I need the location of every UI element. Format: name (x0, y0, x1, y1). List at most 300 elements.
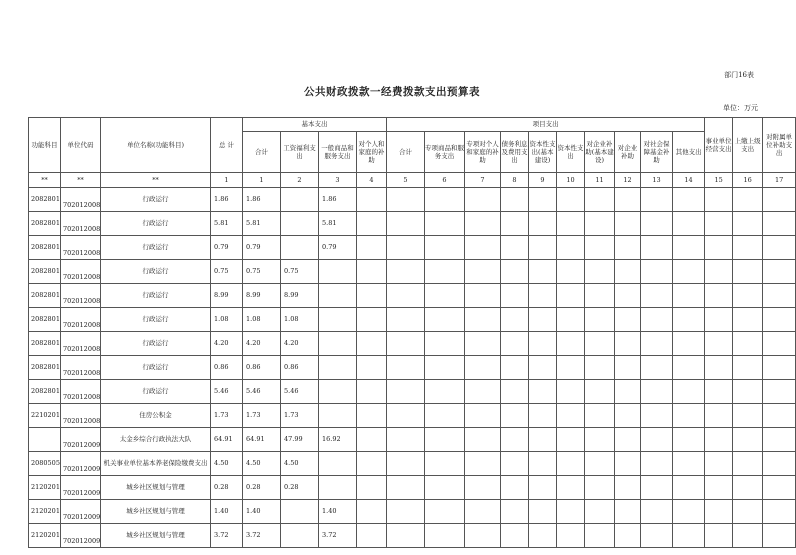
cell-wage (281, 188, 319, 212)
empty-cell (529, 308, 557, 332)
cell-wage (281, 524, 319, 548)
empty-cell (425, 428, 465, 452)
cell-unit-code: 702012008 (61, 332, 101, 356)
empty-cell (425, 476, 465, 500)
empty-cell (357, 308, 387, 332)
table-row (29, 500, 796, 524)
cell-unit-code: 702012008 (61, 284, 101, 308)
cell-func-code: 2082801 (29, 356, 61, 380)
empty-cell (557, 524, 585, 548)
index-cell: 1 (243, 173, 281, 188)
cell-goods: 16.92 (319, 428, 357, 452)
empty-cell (529, 332, 557, 356)
empty-cell (705, 212, 733, 236)
col-enterprise: 对企业补助 (615, 132, 641, 173)
cell-total: 0.75 (211, 260, 243, 284)
cell-total: 4.50 (211, 452, 243, 476)
empty-cell (529, 260, 557, 284)
cell-unit-code: 702012008 (61, 260, 101, 284)
cell-goods (319, 452, 357, 476)
empty-cell (557, 356, 585, 380)
empty-cell (705, 500, 733, 524)
cell-func-code: 2082801 (29, 284, 61, 308)
empty-cell (425, 500, 465, 524)
empty-cell (641, 380, 673, 404)
cell-goods (319, 308, 357, 332)
empty-cell (357, 332, 387, 356)
cell-basic-sum: 1.73 (243, 404, 281, 428)
empty-cell (641, 308, 673, 332)
empty-cell (705, 308, 733, 332)
index-cell: ** (61, 173, 101, 188)
empty-cell (585, 524, 615, 548)
empty-cell (705, 284, 733, 308)
empty-cell (501, 500, 529, 524)
empty-cell (585, 260, 615, 284)
cell-total: 5.81 (211, 212, 243, 236)
table-row (29, 236, 796, 260)
empty-cell (733, 260, 763, 284)
empty-cell (585, 188, 615, 212)
empty-cell (733, 380, 763, 404)
cell-func-code: 2082801 (29, 188, 61, 212)
col-unit-code: 单位代码 (61, 118, 101, 173)
empty-cell (465, 380, 501, 404)
index-cell: 1 (211, 173, 243, 188)
empty-cell (705, 188, 733, 212)
cell-total: 3.72 (211, 524, 243, 548)
empty-cell (425, 212, 465, 236)
empty-cell (585, 452, 615, 476)
table-row (29, 476, 796, 500)
cell-basic-sum: 3.72 (243, 524, 281, 548)
empty-cell (615, 452, 641, 476)
cell-wage: 8.99 (281, 284, 319, 308)
empty-cell (529, 428, 557, 452)
cell-wage (281, 500, 319, 524)
empty-cell (641, 188, 673, 212)
cell-total: 1.08 (211, 308, 243, 332)
empty-cell (501, 380, 529, 404)
cell-basic-sum: 0.28 (243, 476, 281, 500)
empty-cell (673, 308, 705, 332)
empty-cell (733, 284, 763, 308)
empty-cell (387, 524, 425, 548)
index-cell: ** (101, 173, 211, 188)
empty-cell (501, 188, 529, 212)
index-cell: 2 (281, 173, 319, 188)
cell-wage: 0.86 (281, 356, 319, 380)
empty-cell (425, 236, 465, 260)
empty-cell (387, 212, 425, 236)
cell-func-code: 2210201 (29, 404, 61, 428)
index-cell: 15 (705, 173, 733, 188)
empty-cell (557, 308, 585, 332)
empty-cell (529, 500, 557, 524)
empty-cell (557, 404, 585, 428)
empty-cell (673, 356, 705, 380)
empty-cell (733, 500, 763, 524)
cell-func-code: 2082801 (29, 260, 61, 284)
empty-cell (615, 260, 641, 284)
cell-basic-sum: 8.99 (243, 284, 281, 308)
index-cell: 17 (763, 173, 796, 188)
empty-cell (387, 380, 425, 404)
index-cell: 11 (585, 173, 615, 188)
empty-cell (387, 428, 425, 452)
index-cell: 16 (733, 173, 763, 188)
empty-cell (529, 236, 557, 260)
cell-goods (319, 380, 357, 404)
empty-cell (763, 404, 796, 428)
cell-basic-sum: 0.86 (243, 356, 281, 380)
empty-cell (673, 428, 705, 452)
empty-cell (705, 452, 733, 476)
cell-unit-code: 702012009 (61, 428, 101, 452)
empty-cell (673, 476, 705, 500)
empty-cell (585, 236, 615, 260)
empty-cell (425, 332, 465, 356)
empty-cell (425, 308, 465, 332)
empty-cell (705, 260, 733, 284)
empty-cell (641, 524, 673, 548)
cell-unit-name: 住房公积金 (101, 404, 211, 428)
empty-cell (465, 308, 501, 332)
cell-func-code: 2120201 (29, 524, 61, 548)
empty-cell (387, 452, 425, 476)
cell-unit-code: 702012008 (61, 404, 101, 428)
empty-cell (465, 452, 501, 476)
empty-cell (357, 284, 387, 308)
empty-cell (615, 236, 641, 260)
empty-cell (615, 380, 641, 404)
empty-cell (585, 380, 615, 404)
empty-cell (705, 404, 733, 428)
cell-func-code: 2080505 (29, 452, 61, 476)
empty-cell (615, 428, 641, 452)
cell-total: 1.73 (211, 404, 243, 428)
empty-cell (529, 404, 557, 428)
cell-total: 0.28 (211, 476, 243, 500)
empty-cell (357, 524, 387, 548)
empty-cell (733, 212, 763, 236)
empty-cell (387, 236, 425, 260)
index-cell: 12 (615, 173, 641, 188)
empty-cell (585, 284, 615, 308)
col-proj-goods: 专项商品和服务支出 (425, 132, 465, 173)
empty-cell (557, 332, 585, 356)
empty-cell (641, 236, 673, 260)
cell-unit-code: 702012009 (61, 452, 101, 476)
empty-cell (763, 188, 796, 212)
empty-cell (763, 356, 796, 380)
empty-cell (641, 284, 673, 308)
empty-cell (733, 476, 763, 500)
cell-basic-sum: 4.20 (243, 332, 281, 356)
empty-cell (501, 356, 529, 380)
col-subordinate: 对附属单位补助支出 (763, 118, 796, 173)
unit-label: 单位：万元 (723, 104, 758, 112)
index-cell: 7 (465, 173, 501, 188)
empty-cell (763, 500, 796, 524)
empty-cell (501, 452, 529, 476)
empty-cell (387, 332, 425, 356)
empty-cell (501, 332, 529, 356)
empty-cell (557, 188, 585, 212)
empty-cell (585, 404, 615, 428)
cell-func-code: 2082801 (29, 380, 61, 404)
table-row (29, 428, 796, 452)
empty-cell (465, 188, 501, 212)
col-wage: 工资福利支出 (281, 132, 319, 173)
empty-cell (557, 500, 585, 524)
empty-cell (357, 500, 387, 524)
cell-total: 8.99 (211, 284, 243, 308)
col-unit-name: 单位名称(功能科目) (101, 118, 211, 173)
cell-unit-name: 行政运行 (101, 356, 211, 380)
empty-cell (357, 404, 387, 428)
cell-basic-sum: 0.79 (243, 236, 281, 260)
cell-unit-name: 城乡社区规划与管理 (101, 476, 211, 500)
empty-cell (557, 476, 585, 500)
col-upper: 上缴上级支出 (733, 118, 763, 173)
empty-cell (733, 404, 763, 428)
empty-cell (615, 500, 641, 524)
cell-unit-name: 城乡社区规划与管理 (101, 500, 211, 524)
empty-cell (529, 452, 557, 476)
col-proj-personal: 专项对个人和家庭的补助 (465, 132, 501, 173)
cell-goods: 5.81 (319, 212, 357, 236)
col-basic-sum: 合计 (243, 132, 281, 173)
table-row (29, 212, 796, 236)
col-proj-sum: 合计 (387, 132, 425, 173)
cell-total: 64.91 (211, 428, 243, 452)
empty-cell (763, 212, 796, 236)
index-cell: 13 (641, 173, 673, 188)
empty-cell (501, 524, 529, 548)
empty-cell (673, 404, 705, 428)
cell-total: 4.20 (211, 332, 243, 356)
empty-cell (529, 380, 557, 404)
cell-goods (319, 284, 357, 308)
empty-cell (465, 284, 501, 308)
col-institution: 事业单位经营支出 (705, 118, 733, 173)
empty-cell (763, 452, 796, 476)
table-number-note: 部门16表 (724, 71, 754, 79)
empty-cell (585, 476, 615, 500)
cell-wage: 4.50 (281, 452, 319, 476)
empty-cell (465, 260, 501, 284)
empty-cell (641, 452, 673, 476)
index-cell: 10 (557, 173, 585, 188)
empty-cell (387, 500, 425, 524)
cell-unit-code: 702012008 (61, 356, 101, 380)
empty-cell (585, 332, 615, 356)
empty-cell (387, 284, 425, 308)
empty-cell (501, 476, 529, 500)
empty-cell (733, 308, 763, 332)
cell-wage: 1.73 (281, 404, 319, 428)
empty-cell (705, 524, 733, 548)
cell-unit-name: 行政运行 (101, 212, 211, 236)
cell-unit-name: 行政运行 (101, 380, 211, 404)
table-row (29, 380, 796, 404)
empty-cell (425, 452, 465, 476)
empty-cell (641, 404, 673, 428)
col-other: 其他支出 (673, 132, 705, 173)
empty-cell (501, 284, 529, 308)
empty-cell (465, 524, 501, 548)
index-cell: ** (29, 173, 61, 188)
col-group-project: 项目支出 (387, 118, 705, 132)
empty-cell (357, 356, 387, 380)
cell-unit-name: 行政运行 (101, 188, 211, 212)
cell-func-code: 2082801 (29, 212, 61, 236)
empty-cell (387, 476, 425, 500)
empty-cell (501, 428, 529, 452)
empty-cell (357, 452, 387, 476)
empty-cell (615, 212, 641, 236)
cell-basic-sum: 1.86 (243, 188, 281, 212)
empty-cell (615, 284, 641, 308)
cell-basic-sum: 64.91 (243, 428, 281, 452)
cell-func-code: 2120201 (29, 476, 61, 500)
empty-cell (641, 476, 673, 500)
empty-cell (615, 404, 641, 428)
col-debt: 债务利息及费用支出 (501, 132, 529, 173)
cell-total: 0.79 (211, 236, 243, 260)
empty-cell (501, 236, 529, 260)
empty-cell (763, 476, 796, 500)
empty-cell (425, 356, 465, 380)
cell-goods: 3.72 (319, 524, 357, 548)
empty-cell (763, 260, 796, 284)
empty-cell (763, 308, 796, 332)
empty-cell (529, 188, 557, 212)
empty-cell (425, 524, 465, 548)
cell-goods (319, 404, 357, 428)
cell-wage: 4.20 (281, 332, 319, 356)
budget-table (28, 117, 796, 548)
empty-cell (357, 188, 387, 212)
table-row (29, 284, 796, 308)
empty-cell (763, 236, 796, 260)
cell-unit-name: 行政运行 (101, 332, 211, 356)
empty-cell (585, 428, 615, 452)
empty-cell (615, 476, 641, 500)
empty-cell (705, 356, 733, 380)
cell-wage: 5.46 (281, 380, 319, 404)
cell-goods (319, 332, 357, 356)
col-capital2: 资本性支出 (557, 132, 585, 173)
cell-unit-name: 城乡社区规划与管理 (101, 524, 211, 548)
empty-cell (705, 476, 733, 500)
empty-cell (733, 524, 763, 548)
empty-cell (733, 236, 763, 260)
cell-wage: 47.99 (281, 428, 319, 452)
table-row (29, 524, 796, 548)
empty-cell (465, 212, 501, 236)
empty-cell (357, 260, 387, 284)
index-cell: 5 (387, 173, 425, 188)
cell-func-code: 2082801 (29, 332, 61, 356)
empty-cell (615, 332, 641, 356)
empty-cell (425, 380, 465, 404)
cell-unit-code: 702012008 (61, 212, 101, 236)
cell-wage: 1.08 (281, 308, 319, 332)
index-cell: 14 (673, 173, 705, 188)
cell-basic-sum: 5.46 (243, 380, 281, 404)
cell-func-code: 2082801 (29, 236, 61, 260)
empty-cell (529, 524, 557, 548)
empty-cell (673, 500, 705, 524)
empty-cell (501, 404, 529, 428)
empty-cell (673, 332, 705, 356)
empty-cell (425, 260, 465, 284)
empty-cell (641, 428, 673, 452)
cell-goods: 1.86 (319, 188, 357, 212)
empty-cell (733, 428, 763, 452)
empty-cell (615, 188, 641, 212)
empty-cell (641, 356, 673, 380)
col-func-code: 功能科目 (29, 118, 61, 173)
index-cell: 4 (357, 173, 387, 188)
cell-wage: 0.75 (281, 260, 319, 284)
empty-cell (357, 476, 387, 500)
table-row (29, 356, 796, 380)
cell-total: 0.86 (211, 356, 243, 380)
cell-total: 1.86 (211, 188, 243, 212)
empty-cell (763, 428, 796, 452)
empty-cell (425, 188, 465, 212)
empty-cell (557, 428, 585, 452)
index-cell: 9 (529, 173, 557, 188)
empty-cell (733, 332, 763, 356)
empty-cell (529, 476, 557, 500)
empty-cell (425, 404, 465, 428)
cell-goods (319, 476, 357, 500)
empty-cell (557, 380, 585, 404)
empty-cell (465, 356, 501, 380)
cell-unit-code: 702012008 (61, 236, 101, 260)
empty-cell (557, 284, 585, 308)
empty-cell (641, 212, 673, 236)
cell-func-code: 2082801 (29, 308, 61, 332)
cell-basic-sum: 1.40 (243, 500, 281, 524)
empty-cell (357, 428, 387, 452)
empty-cell (387, 260, 425, 284)
table-row (29, 452, 796, 476)
empty-cell (733, 188, 763, 212)
empty-cell (357, 212, 387, 236)
empty-cell (673, 380, 705, 404)
empty-cell (585, 356, 615, 380)
empty-cell (465, 236, 501, 260)
empty-cell (357, 380, 387, 404)
empty-cell (615, 524, 641, 548)
cell-goods: 1.40 (319, 500, 357, 524)
cell-unit-name: 太金乡综合行政执法大队 (101, 428, 211, 452)
empty-cell (763, 284, 796, 308)
cell-total: 5.46 (211, 380, 243, 404)
table-row (29, 332, 796, 356)
empty-cell (763, 332, 796, 356)
cell-goods (319, 356, 357, 380)
empty-cell (585, 212, 615, 236)
empty-cell (641, 500, 673, 524)
cell-basic-sum: 0.75 (243, 260, 281, 284)
index-cell: 6 (425, 173, 465, 188)
